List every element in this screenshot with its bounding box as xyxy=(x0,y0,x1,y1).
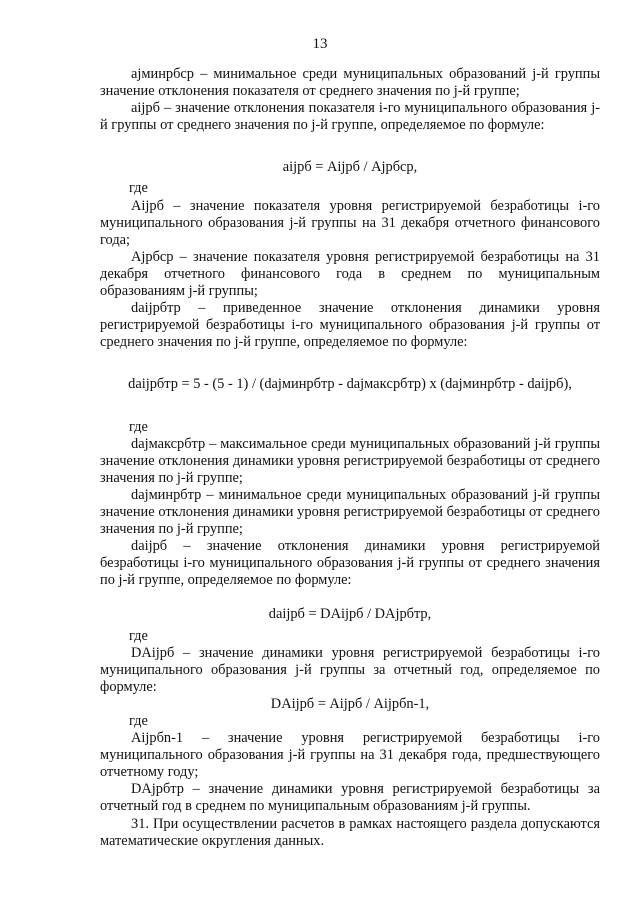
definition-paragraph: DAjрбтр – значение динамики уровня регистрируемой безработицы за отчетный год в среднем по муниципальным образованиям j-й группы. xyxy=(100,781,600,815)
definition-paragraph: Aijрбn-1 – значение уровня регистрируемой безработицы i-го муниципального образования j-й группы на 31 декабря года, предшествующего отчетному году; xyxy=(100,730,600,781)
where-label: где xyxy=(129,418,148,435)
formula: daijрб = DAijрб / DAjрбтр, xyxy=(268,606,432,623)
document-body xyxy=(100,66,600,850)
where-label: где xyxy=(129,627,148,644)
definition-paragraph: dajмаксрбтр – максимальное среди муниципальных образований j-й группы значение отклонения динамики уровня регистрируемой безработицы от среднего значения по j-й группе; xyxy=(100,435,600,486)
definition-paragraph: ajминрбср – минимальное среди муниципальных образований j-й группы значение отклонения показателя от среднего значения по j-й группе; xyxy=(100,66,600,100)
where-label: где xyxy=(129,180,148,197)
definition-paragraph: DAijрб – значение динамики уровня регистрируемой безработицы i-го муниципального образования j-й группы за отчетный год, определяемое по формуле: xyxy=(100,644,600,695)
formula: aijрб = Aijрб / Ajрбср, xyxy=(282,159,418,176)
definition-paragraph: Aijрб – значение показателя уровня регистрируемой безработицы i-го муниципального образования j-й группы на 31 декабря отчетного финансового года; xyxy=(100,197,600,248)
where-label: где xyxy=(129,713,148,729)
formula: daijрбтр = 5 - (5 - 1) / (dajминрбтр - dajмакcрбтр) x (dajминрбтр - daijрб), xyxy=(128,376,572,393)
formula: DAijрб = Aijрб / Aijрбn-1, xyxy=(270,695,430,712)
definition-paragraph: aijрб – значение отклонения показателя i-го муниципального образования j-й группы от среднего значения по j-й группе, определяемое по формуле: xyxy=(100,100,600,134)
definition-paragraph: dajминрбтр – минимальное среди муниципальных образований j-й группы значение отклонения динамики уровня регистрируемой безработицы от среднего значения по j-й группе; xyxy=(100,486,600,538)
definition-paragraph: daijрбтр – приведенное значение отклонения динамики уровня регистрируемой безработицы i-го муниципального образования j-й группы от среднего значения по j-й группе, определяемое по формуле: xyxy=(100,300,600,351)
closing-paragraph: 31. При осуществлении расчетов в рамках настоящего раздела допускаются математические округления данных. xyxy=(100,815,600,849)
definition-paragraph: Ajрбср – значение показателя уровня регистрируемой безработицы на 31 декабря отчетного финансового года в среднем по муниципальным образованиям j-й группы; xyxy=(100,248,600,300)
definition-paragraph: daijрб – значение отклонения динамики уровня регистрируемой безработицы i-го муниципального образования j-й группы от среднего значения по j-й группе, определяемое по формуле: xyxy=(100,538,600,589)
page-number: 13 xyxy=(312,36,328,52)
